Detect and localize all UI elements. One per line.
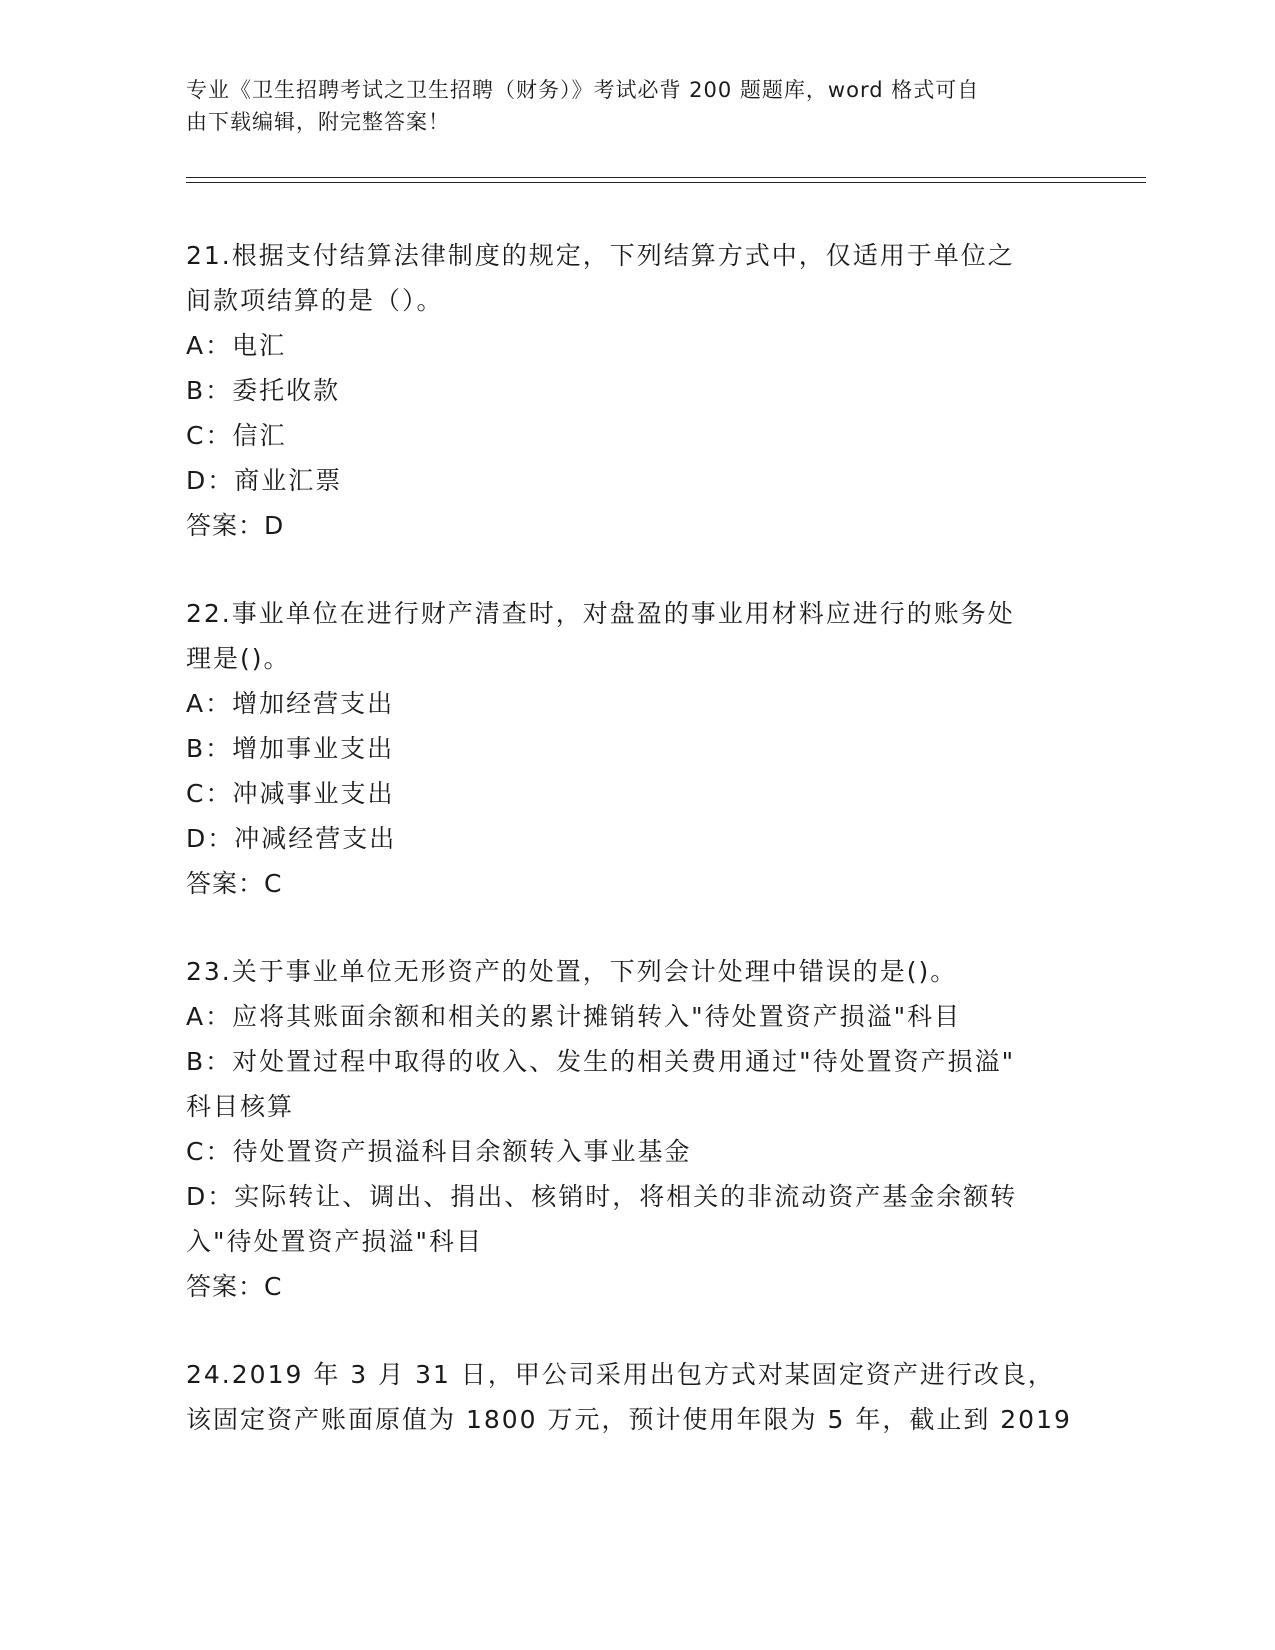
option-a: A：电汇 <box>186 331 287 360</box>
answer-label: 答案：C <box>186 869 283 898</box>
question-stem <box>186 591 1086 681</box>
option-d: D：实际转让、调出、捐出、核销时，将相关的非流动资产基金余额转 <box>186 1182 1018 1211</box>
option-d-continued: 入"待处置资产损溢"科目 <box>186 1227 483 1256</box>
header-divider-bottom <box>186 182 1146 183</box>
stem-line: 21.根据支付结算法律制度的规定，下列结算方式中，仅适用于单位之 <box>186 241 1015 270</box>
stem-line: 24.2019 年 3 月 31 日，甲公司采用出包方式对某固定资产进行改良， <box>186 1360 1055 1389</box>
option-c: C：信汇 <box>186 421 287 450</box>
question-list <box>186 233 1086 1485</box>
header-divider-top <box>186 177 1146 178</box>
question-24 <box>186 1352 1086 1442</box>
question-22 <box>186 591 1086 906</box>
stem-line: 理是()。 <box>186 644 291 673</box>
question-stem <box>186 1352 1086 1442</box>
option-c: C：冲减事业支出 <box>186 779 395 808</box>
stem-line: 该固定资产账面原值为 1800 万元，预计使用年限为 5 年，截止到 2019 <box>186 1405 1072 1434</box>
option-a: A：应将其账面余额和相关的累计摊销转入"待处置资产损溢"科目 <box>186 1002 962 1031</box>
question-21 <box>186 233 1086 548</box>
option-d: D：商业汇票 <box>186 466 343 495</box>
answer-label: 答案：D <box>186 511 285 540</box>
option-b-continued: 科目核算 <box>186 1092 295 1121</box>
question-23 <box>186 949 1086 1309</box>
answer-label: 答案：C <box>186 1272 283 1301</box>
option-c: C：待处置资产损溢科目余额转入事业基金 <box>186 1137 692 1166</box>
option-b: B：对处置过程中取得的收入、发生的相关费用通过"待处置资产损溢" <box>186 1047 1016 1076</box>
question-stem <box>186 949 1086 994</box>
stem-line: 间款项结算的是（）。 <box>186 286 444 315</box>
document-header <box>186 74 1066 138</box>
stem-line: 22.事业单位在进行财产清查时，对盘盈的事业用材料应进行的账务处 <box>186 599 1015 628</box>
option-b: B：增加事业支出 <box>186 734 395 763</box>
option-b: B：委托收款 <box>186 376 341 405</box>
header-line-2: 由下载编辑，附完整答案！ <box>186 110 450 134</box>
stem-line: 23.关于事业单位无形资产的处置，下列会计处理中错误的是()。 <box>186 957 958 986</box>
option-a: A：增加经营支出 <box>186 689 395 718</box>
question-stem <box>186 233 1086 323</box>
header-line-1: 专业《卫生招聘考试之卫生招聘（财务）》考试必背 200 题题库，word 格式可自 <box>186 78 980 102</box>
option-d: D：冲减经营支出 <box>186 824 397 853</box>
